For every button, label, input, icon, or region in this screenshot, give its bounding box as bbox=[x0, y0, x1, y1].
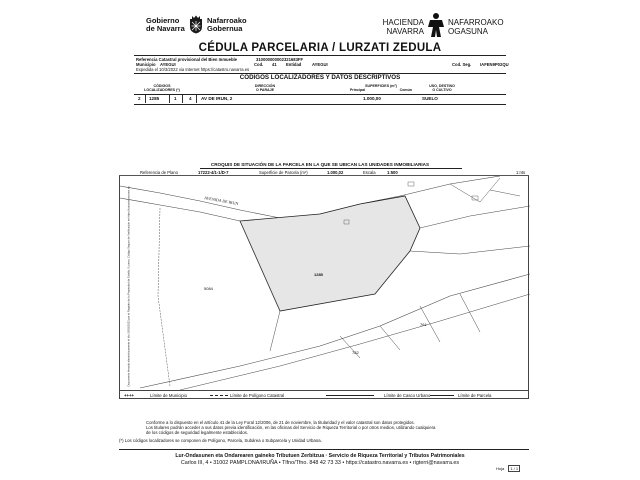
row-principal: 1.000,00 bbox=[363, 96, 381, 101]
gov-line-4: Gobernua bbox=[207, 24, 243, 33]
footer-divider bbox=[119, 449, 529, 450]
superficie-label: Superficie de Parcela (m²) bbox=[259, 170, 308, 175]
code-parcela: 1285 bbox=[149, 96, 160, 101]
ref-value: 310000000002321683FF bbox=[256, 57, 304, 62]
code-unidad: 4 bbox=[189, 96, 192, 101]
th-comun: Común bbox=[399, 88, 412, 93]
service-name: Lur-Ondasunen eta Ondarearen gaineko Tributuen Zerbitzua · Servicio de Riqueza Territorial y Tributos Patrimoniales bbox=[175, 453, 465, 459]
row-direccion: AV DE IRUN, 2 bbox=[201, 96, 233, 101]
parcel-c-label: 782 bbox=[352, 350, 359, 355]
municipio-label: Municipio bbox=[136, 62, 156, 67]
hacienda-figure-icon bbox=[426, 12, 446, 38]
th-superficies: SUPERFICIES (m²) Principal Común bbox=[350, 84, 412, 93]
th-direccion: DIRECCIÓN O PARAJE bbox=[254, 84, 276, 93]
map-side-note: Documento firmado electrónicamente el día 10/03/2022 por el Registro de la Propiedad de Estella / Lizarra. Código Seguro de Verificación en https://catastro.navarra.es bbox=[127, 186, 131, 387]
building-mark bbox=[408, 182, 414, 186]
cod-label: Cod. bbox=[254, 62, 264, 67]
escala-value: 1:500 bbox=[387, 170, 398, 175]
page-value: 1 / 1 bbox=[510, 466, 519, 471]
road-edge-north bbox=[120, 176, 500, 218]
row-uso: SUELO bbox=[422, 96, 438, 101]
codes-row bbox=[134, 95, 506, 103]
government-name-eu bbox=[207, 17, 247, 33]
legend-municipio: Límite de Municipio bbox=[150, 392, 188, 398]
navarra-shield-icon bbox=[189, 15, 203, 34]
gov-line-1: Gobierno bbox=[146, 16, 180, 25]
codes-bottom-divider bbox=[134, 104, 506, 105]
hac-line-3: NAFARROAKO bbox=[448, 18, 504, 27]
hac-line-2: NAVARRA bbox=[386, 26, 424, 36]
parcel-map-drawing bbox=[120, 176, 530, 390]
superficie-value: 1.000,02 bbox=[327, 170, 344, 175]
parcel-line-lower2 bbox=[180, 294, 530, 390]
th-principal: Principal bbox=[350, 88, 366, 93]
legend-municipio-symbol: ++++ bbox=[124, 392, 135, 398]
document-title: CÉDULA PARCELARIA / LURZATI ZEDULA bbox=[198, 42, 442, 54]
parcel-line-far-west bbox=[158, 208, 170, 386]
legend-casco-line bbox=[326, 395, 374, 396]
legend-casco: Límite de Casco Urbano bbox=[384, 392, 431, 398]
code-sep-4 bbox=[196, 95, 197, 103]
parcel-a-label: 5084 bbox=[204, 286, 213, 291]
street-label: AVENIDA DE IRUN bbox=[203, 195, 239, 206]
legal-notice bbox=[146, 420, 435, 436]
ref-label: Referencia Catastral provisional del Bien Inmueble bbox=[136, 57, 237, 62]
hacienda-name-eu bbox=[448, 19, 504, 36]
title-divider bbox=[134, 55, 506, 56]
legal-line-1: Conforme a lo dispuesto en el artículo 41 de la Ley Foral 12/2006, de 21 de noviembre, la titularidad y el valor catastral son datos protegidos. bbox=[146, 420, 415, 425]
gov-line-2: de Navarra bbox=[146, 24, 185, 33]
code-sep-1 bbox=[145, 95, 146, 103]
escala-label: Escala bbox=[363, 170, 376, 175]
code-subarea: 1 bbox=[174, 96, 177, 101]
gov-line-3: Nafarroako bbox=[207, 16, 247, 25]
legend bbox=[119, 390, 529, 399]
codes-section-title: CÓDIGOS LOCALIZADORES Y DATOS DESCRIPTIVOS bbox=[239, 74, 401, 81]
codseg-value: IAFEN9P02QU bbox=[480, 62, 509, 67]
parcel-map bbox=[119, 176, 529, 390]
hacienda-name-es bbox=[380, 19, 424, 36]
hacienda-logo bbox=[380, 12, 520, 40]
entidad-label: Entidad bbox=[286, 62, 302, 67]
map-section-title: CROQUIS DE SITUACIÓN DE LA PARCELA EN LA QUE SE UBICAN LAS UNIDADES INMOBILIARIAS bbox=[210, 162, 430, 167]
legal-line-3: de los códigos de seguridad legalmente establecidos. bbox=[146, 430, 248, 436]
service-address: Carlos III, 4 • 31002 PAMPLONA/IRUÑA • Tlfno/Tfno. 848 42 73 33 • https://catastro.navarra.es • rigterri@navarra.es bbox=[180, 460, 460, 466]
legend-poligono-line bbox=[210, 395, 228, 396]
parcel-line-east bbox=[420, 206, 530, 228]
entidad-value: AYEGUI bbox=[312, 62, 328, 67]
parcel-line-ne bbox=[450, 178, 520, 202]
government-logo bbox=[130, 14, 280, 38]
th-codigos: CÓDIGOS LOCALIZADORES (*) bbox=[144, 84, 180, 93]
municipio-value: AYEGUI bbox=[160, 62, 176, 67]
codseg-label: Cod. Seg. bbox=[452, 62, 472, 67]
parcel-line-east2 bbox=[410, 246, 530, 254]
page-number bbox=[496, 466, 520, 471]
ref-plano-value: 17222-4/1-1/D-7 bbox=[198, 170, 229, 175]
ref-plano-label: Referencia de Plano bbox=[140, 170, 178, 175]
map-info-row bbox=[119, 169, 529, 176]
code-sep-2 bbox=[169, 95, 170, 103]
page-label: Hoja bbox=[496, 466, 505, 471]
legend-parcela: Límite de Parcela bbox=[458, 392, 492, 398]
cod-value: 41 bbox=[272, 62, 277, 67]
main-parcel-shape bbox=[240, 196, 420, 311]
th-uso: USO, DESTINO O CULTIVO bbox=[429, 84, 455, 93]
government-name-es bbox=[146, 17, 185, 33]
legend-parcela-line bbox=[430, 395, 454, 396]
code-poligono: 2 bbox=[138, 96, 141, 101]
parcel-line-782 bbox=[340, 326, 400, 358]
parcel-b-label: 761 bbox=[420, 322, 427, 327]
code-sep-3 bbox=[182, 95, 183, 103]
codes-footnote: (*) Los códigos localizadores se componen de Polígono, Parcela, Subárea o Subparcela y Unidad Urbana. bbox=[119, 438, 322, 443]
hac-line-1: HACIENDA bbox=[382, 18, 424, 27]
legal-line-2: Los titulares podrán acceder a sus datos previa identificación, en las oficinas del Servicio de Riqueza Territorial o por otros medios, utilizando cualquiera bbox=[146, 425, 436, 431]
expedida-note: Expedida el 10/3/2022 via Internet https://catastro.navarra.es bbox=[136, 67, 250, 72]
map-corner-label: 1:nts bbox=[516, 170, 526, 175]
hac-line-4: OGASUNA bbox=[448, 26, 489, 36]
legend-poligono: Límite de Polígono Catastral bbox=[230, 392, 285, 398]
main-parcel-label: 1285 bbox=[314, 272, 323, 277]
